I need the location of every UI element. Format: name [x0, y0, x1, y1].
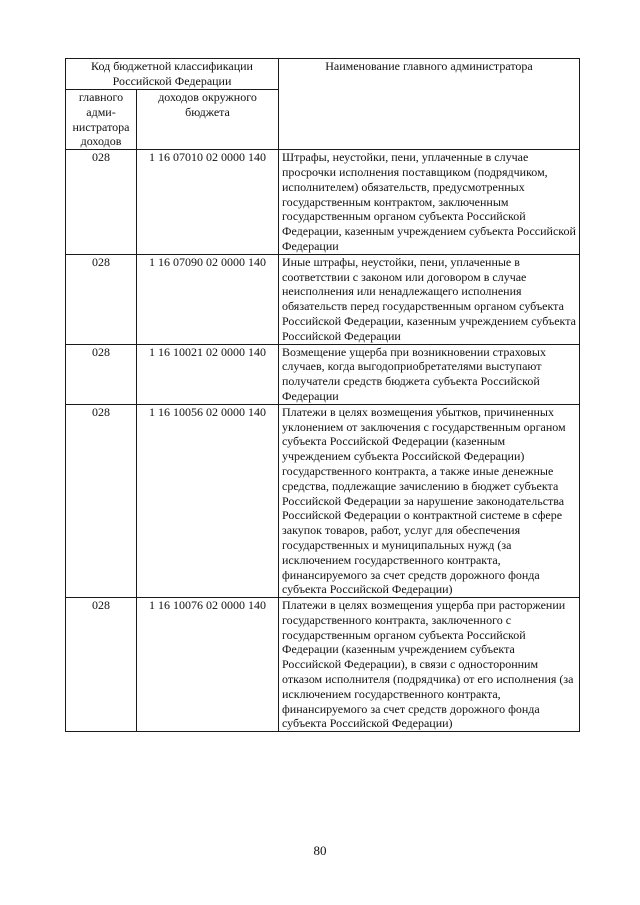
row-admin-code: 028 — [66, 404, 137, 597]
row-budget-code: 1 16 07090 02 0000 140 — [137, 254, 279, 344]
table-row — [66, 150, 580, 255]
row-admin-code: 028 — [66, 150, 137, 255]
row-administrator-name: Платежи в целях возмещения ущерба при расторжении государственного контракта, заключенного с государственным органом субъекта Российской Федерации (казенным учреждением субъекта Российской Федерации), в связи с односторонним отказом исполнителя (подрядчика) от его исполнения (за исключением государственного контракта, финансируемого за счет средств дорожного фонда субъекта Российской Федерации) — [279, 598, 580, 732]
row-budget-code: 1 16 10076 02 0000 140 — [137, 598, 279, 732]
header-district-budget-revenue: доходов окружного бюджета — [137, 90, 279, 150]
row-administrator-name: Платежи в целях возмещения убытков, причиненных уклонением от заключения с государственным органом субъекта Российской Федерации (казенным учреждением субъекта Российской Федерации) государственного контракта, а также иные денежные средства, подлежащие зачислению в бюджет субъекта Российской Федерации за нарушение законодательства Российской Федерации о контрактной системе в сфере закупок товаров, работ, услуг для обеспечения государственных и муниципальных нужд (за исключением государственного контракта, финансируемого за счет средств дорожного фонда субъекта Российской Федерации) — [279, 404, 580, 597]
row-admin-code: 028 — [66, 344, 137, 404]
header-classification-code: Код бюджетной классификации Российской Федерации — [66, 59, 279, 90]
table-header-row — [66, 59, 580, 90]
row-administrator-name: Возмещение ущерба при возникновении страховых случаев, когда выгодоприобретателями выступают получатели средств бюджета субъекта Российской Федерации — [279, 344, 580, 404]
page-number: 80 — [313, 843, 327, 858]
table-row — [66, 344, 580, 404]
row-admin-code: 028 — [66, 598, 137, 732]
revenue-administrators-table — [65, 58, 580, 732]
header-main-administrator: главного адми-нистратора доходов — [66, 90, 137, 150]
table-row — [66, 598, 580, 732]
row-budget-code: 1 16 10056 02 0000 140 — [137, 404, 279, 597]
table-row — [66, 254, 580, 344]
header-administrator-name: Наименование главного администратора — [279, 59, 580, 150]
row-admin-code: 028 — [66, 254, 137, 344]
row-budget-code: 1 16 10021 02 0000 140 — [137, 344, 279, 404]
table-row — [66, 404, 580, 597]
row-administrator-name: Штрафы, неустойки, пени, уплаченные в случае просрочки исполнения поставщиком (подрядчиком, исполнителем) обязательств, предусмотренных государственным контрактом, заключенным государственным органом субъекта Российской Федерации, казенным учреждением субъекта Российской Федерации — [279, 150, 580, 255]
row-administrator-name: Иные штрафы, неустойки, пени, уплаченные в соответствии с законом или договором в случае неисполнения или ненадлежащего исполнения обязательств перед государственным органом субъекта Российской Федерации, казенным учреждением субъекта Российской Федерации — [279, 254, 580, 344]
row-budget-code: 1 16 07010 02 0000 140 — [137, 150, 279, 255]
